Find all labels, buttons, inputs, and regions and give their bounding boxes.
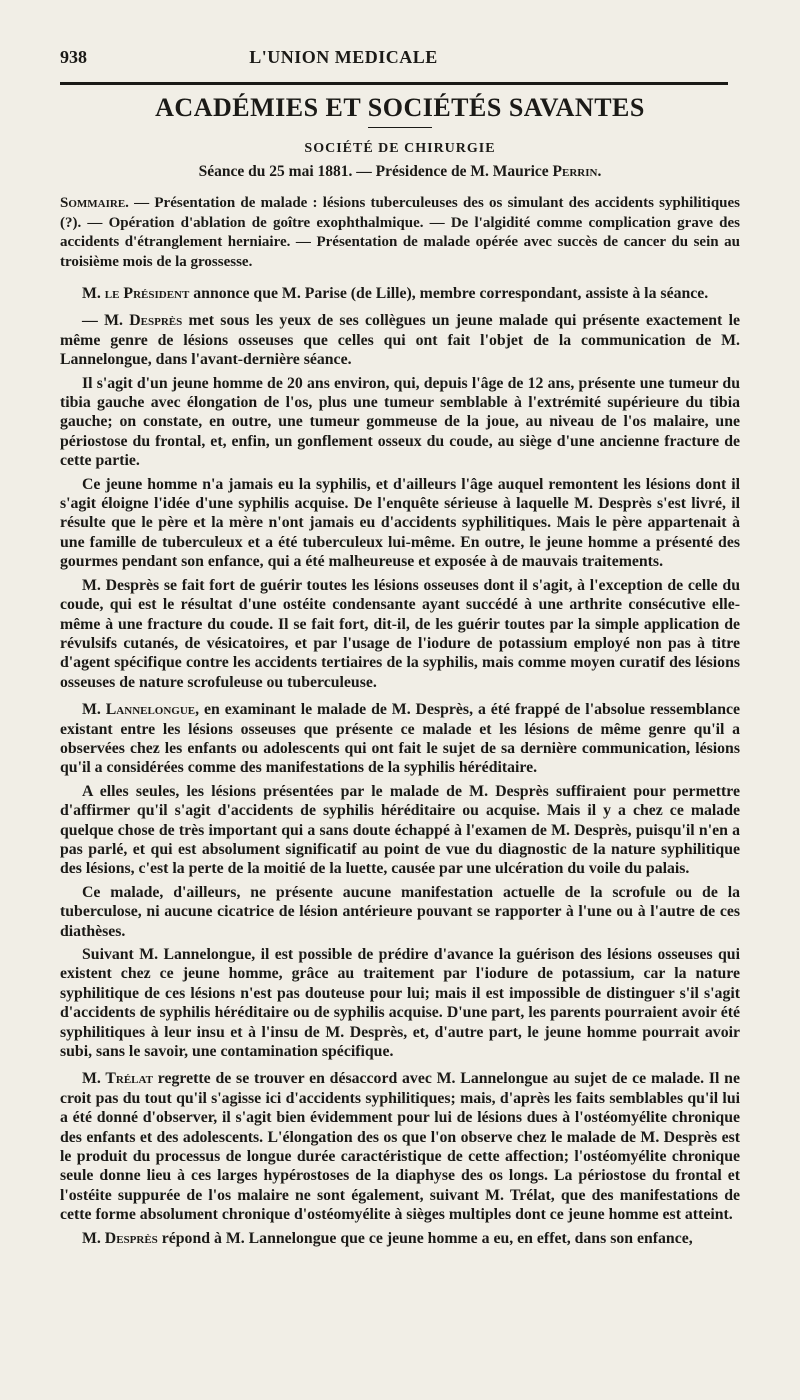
paragraph: [60, 284, 740, 303]
president-name: Perrin: [552, 163, 598, 180]
paragraph-text: met sous les yeux de ses collègues un jeune malade qui présente exactement le même genre de lésions osseuses que celles qui ont fait l'objet de la communication de M. Lannelongue, dans l'avant-dernière séance.: [60, 312, 740, 369]
paragraph-text: regrette de se trouver en désaccord avec M. Lannelongue au sujet de ce malade. Il ne croit pas du tout qu'il s'agisse ici d'accidents syphilitiques; mais, d'après les faits semblables qu'il lui a été donné d'observer, il s'agit bien évidemment pour lui de lésions dues à l'ostéomyélite chronique des enfants et des adolescents. L'élongation des os que l'on observe chez le malade de M. Desprès est le produit du processus de longue durée caractéristique de cette affection; l'ostéomyélite chronique seule donne lieu à ces larges hypérostoses de la diaphyse des os longs. La périostose du frontal et l'ostéite suppurée de l'os malaire ne sont également, suivant M. Trélat, que des manifestations de cette forme absolument chronique d'ostéomyélite à sièges multiples dont ce jeune homme est atteint.: [60, 1070, 740, 1224]
article-body: [60, 284, 740, 1248]
summary-text: — Présentation de malade : lésions tuberculeuses des os simulant des accidents syphilitiques (?). — Opération d'ablation de goître exophthalmique. — De l'algidité comme complication grave des accidents d'étranglement herniaire. — Présentation de malade opérée avec succès de cancer du sein au troisième mois de la grossesse.: [60, 195, 740, 270]
paragraph-text: Suivant M. Lannelongue, il est possible de prédire d'avance la guérison des lésions osseuses qui existent chez ce jeune homme, grâce au traitement par l'iodure de potassium, car la nature syphilitique de ces lésions n'est pas douteuse pour lui; mais il est impossible de distinguer s'il s'agit d'accidents de syphilis héréditaire ou de syphilis acquise. D'une part, les parents pourraient avoir été syphilitiques à leur insu et à l'insu de M. Desprès, et, d'autre part, le jeune homme pourrait avoir subi, sans le savoir, une contamination spécifique.: [60, 946, 740, 1061]
journal-title: L'UNION MEDICALE: [249, 47, 438, 67]
paragraph: [60, 1069, 740, 1224]
paragraph-text: répond à M. Lannelongue que ce jeune homme a eu, en effet, dans son enfance,: [157, 1229, 693, 1247]
speaker: M. le Président: [82, 285, 190, 302]
header-rule: [60, 82, 728, 85]
paragraph: [60, 700, 740, 778]
paragraph: [60, 782, 740, 879]
running-head: [60, 46, 740, 68]
paragraph: [60, 311, 740, 369]
paragraph: [60, 475, 740, 572]
paragraph-text: M. Desprès se fait fort de guérir toutes les lésions osseuses dont il s'agit, à l'exception de celle du coude, qui est le résultat d'une ostéite condensante ayant succédé à une arthrite consécutive elle-même à une fracture du coude. Il se fait fort, dit-il, de les guérir toutes par la simple application de révulsifs cutanés, de vésicatoires, et par l'usage de l'iodure de potassium employé non pas à titre d'agent spécifique contre les accidents tertiaires de la syphilis, mais comme moyen curatif des lésions osseuses de nature scrofuleuse ou tuberculeuse.: [60, 576, 740, 691]
summary: [60, 194, 740, 272]
paragraph-text: Ce malade, d'ailleurs, ne présente aucune manifestation actuelle de la scrofule ou de la tuberculose, ni aucune cicatrice de lésion antérieure pouvant se rapporter à l'une ou à l'autre de ces diathèses.: [60, 883, 740, 940]
society-name: SOCIÉTÉ DE CHIRURGIE: [304, 141, 496, 156]
seance-end: .: [597, 163, 602, 180]
seance-line: [60, 162, 740, 182]
speaker: M. Lannelongue: [82, 701, 196, 719]
paragraph-text: Il s'agit d'un jeune homme de 20 ans environ, qui, depuis l'âge de 12 ans, présente une tumeur du tibia gauche avec élongation de l'os, plus une tumeur semblable à l'extrémité supérieure du tibia gauche; on constate, en outre, une tumeur gommeuse de la joue, au niveau de l'os malaire, une périostose du frontal, et, enfin, un gonflement osseux du coude, au siège d'une ancienne fracture de cette partie.: [60, 374, 740, 470]
paragraph: [60, 576, 740, 692]
paragraph-text: annonce que M. Parise (de Lille), membre correspondant, assiste à la séance.: [189, 285, 709, 302]
paragraph-text: Ce jeune homme n'a jamais eu la syphilis, et d'ailleurs l'âge auquel remontent les lésions dont il s'agit éloigne l'idée d'une syphilis acquise. De l'enquête sérieuse à laquelle M. Desprès s'est livré, il résulte que le père et la mère n'ont jamais eu d'accidents syphilitiques. Mais le père appartenait à une famille de tuberculeux et a été tuberculeux lui-même. En outre, le jeune homme a présenté des gourmes pendant son enfance, qui a été malheureuse et exposée à de mauvais traitements.: [60, 475, 740, 571]
paragraph-text: A elles seules, les lésions présentées par le malade de M. Desprès suffiraient pour permettre d'affirmer qu'il s'agit d'accidents de syphilis héréditaire ou acquise. Mais il y a chez ce malade quelque chose de très important qui a sans doute échappé à l'examen de M. Desprès, puisqu'il n'en a pas parlé, et qui est absolument significatif au point de vue du diagnostic de la nature syphilitique des lésions, c'est la perte de la moitié de la luette, causée par une ulcération du voile du palais.: [60, 782, 740, 878]
paragraph-text: , en examinant le malade de M. Desprès, a été frappé de l'absolue ressemblance existant entre les lésions osseuses que présente ce malade et les lésions de même genre qu'il a observées chez les enfants ou adolescents qui ont fait le sujet de sa dernière communication, lésions qu'il a considérées comme des manifestations de la syphilis héréditaire.: [60, 701, 740, 777]
speaker: M. Trélat: [82, 1070, 153, 1088]
paragraph: [60, 883, 740, 941]
speaker: — M. Desprès: [82, 312, 183, 330]
page-number: 938: [60, 47, 87, 67]
speaker: M. Desprès: [82, 1229, 158, 1247]
paragraph: [60, 374, 740, 471]
summary-label: Sommaire.: [60, 195, 129, 211]
seance-text: Séance du 25 mai 1881. — Présidence de M. Maurice: [198, 163, 553, 180]
title-rule: [368, 127, 432, 128]
summary-paragraph: [60, 194, 740, 272]
paragraph: [60, 945, 740, 1061]
section-title: ACADÉMIES ET SOCIÉTÉS SAVANTES: [155, 93, 645, 122]
paragraph: [60, 1229, 740, 1248]
